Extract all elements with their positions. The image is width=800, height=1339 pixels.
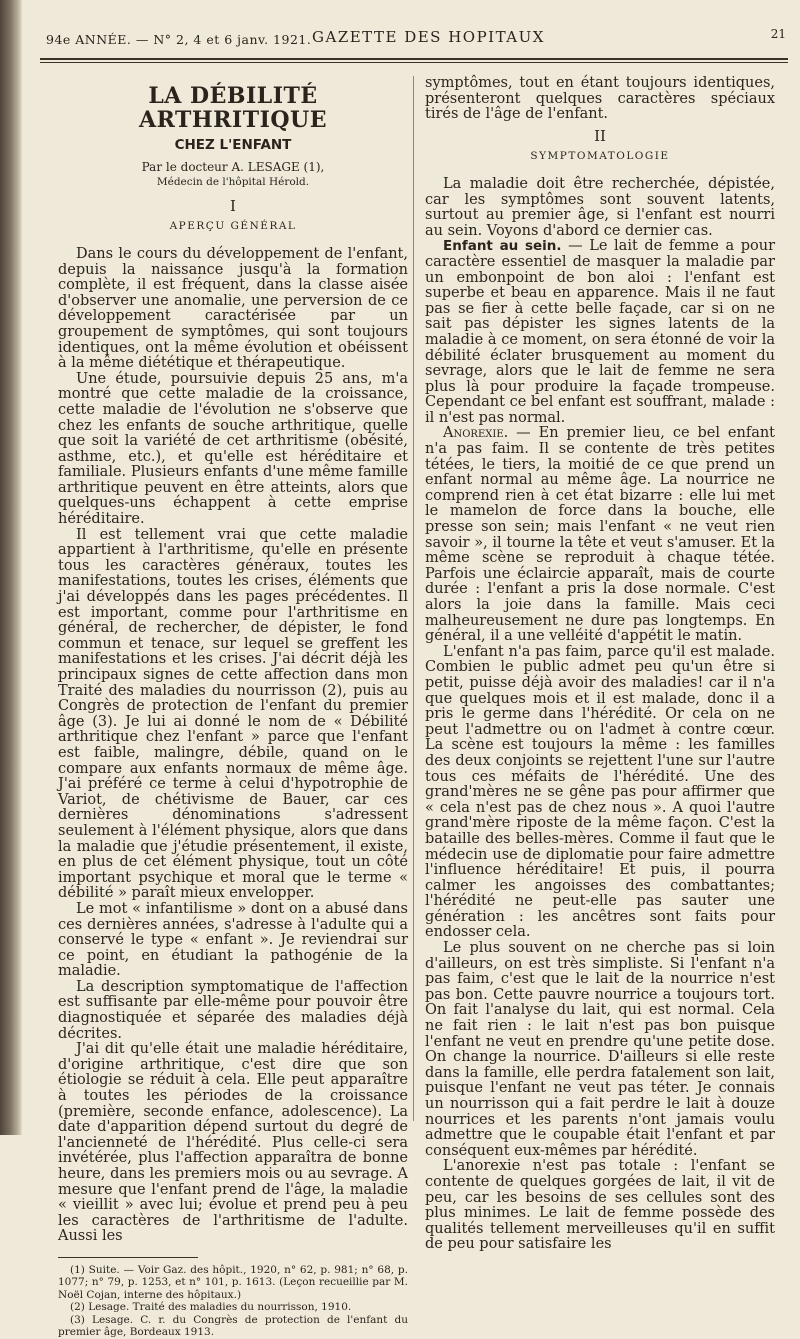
- right-column: [425, 76, 775, 1253]
- column-divider: [413, 76, 414, 1121]
- paragraph-text: — En premier lieu, ce bel enfant n'a pas faim. Il se contente de très petites tétées, le tiers, la moitié de ce que prend un enfant normal au même âge. La nourrice ne comprend rien à cet état bizarre : elle lui met le mamelon de force dans la bouche, elle presse son sein; mais l'enfant « ne veut rien savoir », il tourne la tête et veut s'amuser. Et la même scène se reproduit à chaque tétée. Parfois une éclaircie apparaît, mais de courte durée : l'enfant a pris la dose normale. C'est alors la joie dans la famille. Mais ceci malheureusement ne dure pas longtemps. En général, il a une velléité d'appétit le matin.: [425, 425, 775, 645]
- paragraph: La maladie doit être recherchée, dépistée, car les symptômes sont souvent latents, surtout au premier âge, si l'enfant est nourri au sein. Voyons d'abord ce dernier cas.: [425, 175, 775, 239]
- paragraph-enfant-au-sein: [425, 239, 775, 426]
- running-head: [40, 22, 788, 52]
- paragraph: La description symptomatique de l'affection est suffisante par elle-même pour pouvoir être diagnostiquée et séparée des maladies déjà décrites.: [58, 978, 408, 1042]
- paragraph: J'ai dit qu'elle était une maladie héréditaire, d'origine arthritique, c'est dire que son étiologie se réduit à cela. Elle peut apparaître à toutes les périodes de la croissance (première, seconde enfance, adolescence). La date d'apparition dépend surtout du degré de l'ancienneté de l'hérédité. Plus celle-ci sera invétérée, plus l'affection apparaîtra de bonne heure, dans les premiers mois ou au sevrage. A mesure que l'enfant prend de l'âge, la maladie « vieillit » avec lui; évolue et prend peu à peu les caractères de l'arthritisme de l'adulte. Aussi les: [58, 1041, 408, 1245]
- footnote: (2) Lesage. Traité des maladies du nourrisson, 1910.: [70, 1301, 352, 1314]
- paragraph: Le plus souvent on ne cherche pas si loin d'ailleurs, on est très simpliste. Si l'enfant n'a pas faim, c'est que le lait de la nourrice n'est pas bon. Cette pauvre nourrice a toujours tort. On fait l'analyse du lait, qui est normal. Cela ne fait rien : le lait n'est pas bon puisque l'enfant ne veut en prendre qu'une petite dose. On change la nourrice. D'ailleurs si elle reste dans la famille, elle perdra fatalement son lait, puisque l'enfant ne veut pas téter. Je connais un nourrisson qui a fait perdre le lait à douze nourrices et les parents n'ont jamais voulu admettre que le coupable était l'enfant et par conséquent eux-mêmes par hérédité.: [425, 940, 775, 1159]
- paragraph: Une étude, poursuivie depuis 25 ans, m'a montré que cette maladie de la croissance, cette maladie de l'évolution ne s'observe que chez les enfants de souche arthritique, quelle que soit la variété de cet arthritisme (obésité, asthme, etc.), et qu'elle est héréditaire et familiale. Plusieurs enfants d'une même famille arthritique peuvent en être atteints, alors que quelques-uns échappent à cette emprise héréditaire.: [58, 370, 408, 528]
- paragraph-anorexie: [425, 426, 775, 644]
- paragraph: Le mot « infantilisme » dont on a abusé dans ces dernières années, s'adresse à l'adulte qui a conservé le type « enfant ». Je reviendrai sur ce point, en étudiant la pathogénie de la maladie.: [58, 900, 408, 980]
- run-in-heading: Anorexie.: [443, 425, 509, 442]
- paragraph: Dans le cours du développement de l'enfant, depuis la naissance jusqu'à la formation complète, il est fréquent, dans la classe aisée d'observer une anomalie, une perversion de ce développement caractérisée par un groupement de symptômes, qui sont toujours identiques, ont la même évolution et obéissent à la même diététique et thérapeutique.: [58, 245, 408, 372]
- issue-line: 94e ANNÉE. — N° 2, 4 et 6 janv. 1921.: [46, 32, 312, 47]
- footnote-rule: [58, 1257, 198, 1258]
- paragraph: Il est tellement vrai que cette maladie appartient à l'arthritisme, qu'elle en présente tous les caractères généraux, toutes les manifestations, toutes les crises, éléments que j'ai développés dans les pages précédentes. Il est important, comme pour l'arthritisme en général, de rechercher, de dépister, le fond commun et tenace, sur lequel se greffent les manifestations et les crises. J'ai décrit déjà les principaux signes de cette affection dans mon Traité des maladies du nourrisson (2), puis au Congrès de protection de l'enfant du premier âge (3). Je lui ai donné le nom de « Débilité arthritique chez l'enfant » parce que l'enfant est faible, malingre, débile, quand on le compare aux enfants normaux de même âge. J'ai préféré ce terme à celui d'hypotrophie de Variot, de chétivisme de Bauer, car ces dernières dénominations s'adressent seulement à l'élément physique, alors que dans la maladie que j'étudie présentement, il existe, en plus de cet élément physique, tout un côté important psychique et moral que le terme « débilité » paraît mieux envelopper.: [58, 526, 408, 902]
- paragraph: L'anorexie n'est pas totale : l'enfant se contente de quelques gorgées de lait, il vit de peu, car les besoins de ses cellules sont des plus minimes. Le lait de femme possède des qualités tellement merveilleuses qu'il en suffit de peu pour satisfaire les: [425, 1158, 775, 1253]
- section-title: APERÇU GÉNÉRAL: [169, 220, 297, 233]
- left-column: [58, 76, 408, 1339]
- header-rule: [40, 58, 788, 60]
- author-position: Médecin de l'hôpital Hérold.: [156, 176, 310, 189]
- section-number: I: [230, 196, 236, 215]
- footnote: (3) Lesage. C. r. du Congrès de protection de l'enfant du premier âge, Bordeaux 1913.: [58, 1313, 408, 1339]
- run-in-heading: Enfant au sein.: [443, 238, 562, 255]
- page-number: 21: [770, 27, 786, 41]
- paragraph: L'enfant n'a pas faim, parce qu'il est malade. Combien le public admet peu qu'un être si petit, puisse déjà avoir des maladies! car il n'a que quelques mois et il est malade, donc il a pris le germe dans l'hérédité. Or cela on ne peut l'admettre ou on l'admet à contre cœur. La scène est toujours la même : les familles des deux conjoints se rejettent l'une sur l'autre tous ces méfaits de l'hérédité. Une des grand'mères ne se gêne pas pour affirmer que « cela n'est pas de chez nous ». A quoi l'autre grand'mère riposte de la même façon. C'est la bataille des belles-mères. Comme il faut que le médecin use de diplomatie pour faire admettre l'influence héréditaire! Et puis, il pourra calmer les angoisses des combattantes; l'hérédité ne peut-elle pas sauter une génération : les ancêtres sont faits pour endosser cela.: [425, 643, 775, 941]
- paragraph: symptômes, tout en étant toujours identiques, présenteront quelques caractères spéciaux tirés de l'âge de l'enfant.: [425, 75, 775, 123]
- footnote: (1) Suite. — Voir Gaz. des hôpit., 1920, n° 62, p. 981; n° 68, p. 1077; n° 79, p. 1253, et n° 101, p. 1613. (Leçon recueillie par M. Noël Cojan, interne des hôpitaux.): [58, 1263, 408, 1301]
- author-byline: Par le docteur A. LESAGE (1),: [141, 159, 325, 174]
- section-title: SYMPTOMATOLOGIE: [530, 150, 670, 163]
- section-number: II: [594, 126, 606, 145]
- journal-name: GAZETTE DES HOPITAUX: [312, 28, 545, 46]
- page-binding-shadow: [0, 0, 22, 1135]
- header-rule-thin: [40, 62, 788, 63]
- footnotes: [58, 1264, 408, 1339]
- paragraph-text: — Le lait de femme a pour caractère essentiel de masquer la maladie par un embonpoint de bon aloi : l'enfant est superbe et beau en apparence. Mais il ne faut pas se fier à cette belle façade, car si on ne sait pas dépister les signes latents de la maladie à ce moment, on sera étonné de voir la débilité éclater brusquement au moment du sevrage, alors que le lait de femme ne sera plus là pour produire la façade trompeuse. Cependant ce bel enfant est souffrant, malade : il n'est pas normal.: [425, 238, 775, 426]
- newspaper-page: [40, 22, 788, 1339]
- article-subtitle: CHEZ L'ENFANT: [174, 137, 292, 153]
- article-title: LA DÉBILITÉ ARTHRITIQUE: [139, 83, 327, 133]
